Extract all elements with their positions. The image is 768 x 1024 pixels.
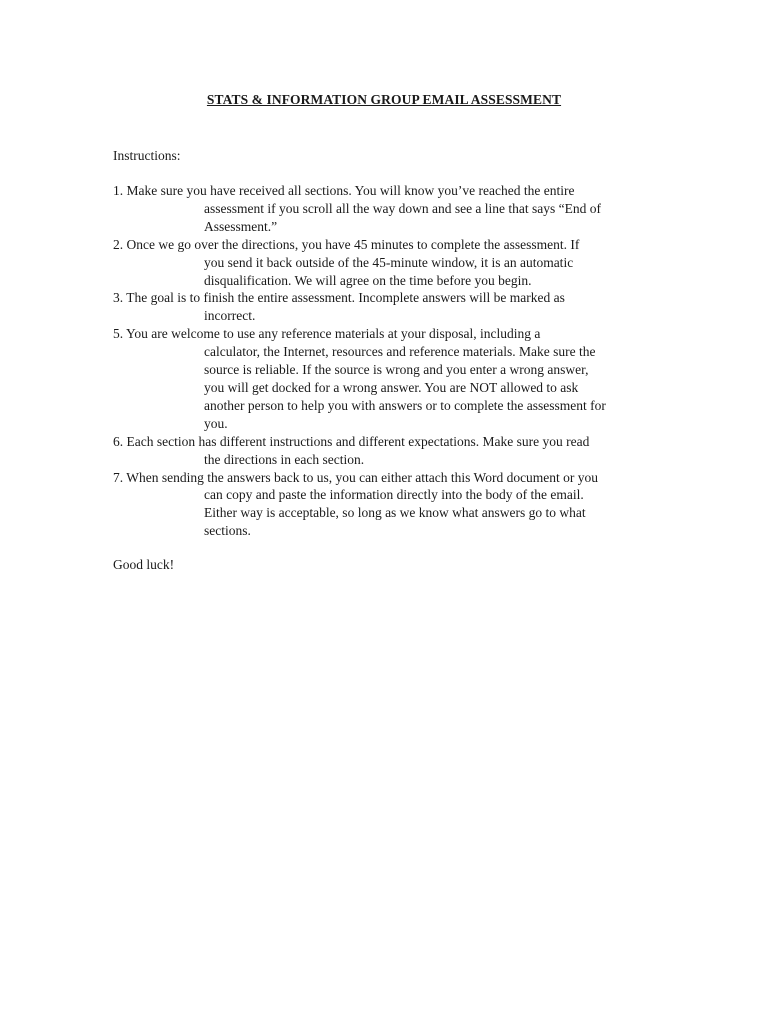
instruction-item-7 [113, 469, 673, 541]
instruction-line: 6. Each section has different instructions and different expectations. Make sure you read [113, 433, 590, 449]
instruction-line: another person to help you with answers or to complete the assessment for [204, 397, 606, 413]
closing-text: Good luck! [113, 557, 175, 572]
instruction-line: you. [204, 415, 228, 431]
instruction-line: the directions in each section. [204, 451, 365, 467]
instruction-line: assessment if you scroll all the way down and see a line that says “End of [204, 200, 602, 216]
instruction-line: can copy and paste the information directly into the body of the email. [204, 487, 584, 503]
instruction-line: disqualification. We will agree on the time before you begin. [204, 272, 532, 288]
instruction-line: 7. When sending the answers back to us, you can either attach this Word document or you [113, 469, 599, 485]
instruction-item-2 [113, 236, 673, 290]
instruction-line: 5. You are welcome to use any reference materials at your disposal, including a [113, 326, 541, 342]
instruction-item-5 [113, 325, 673, 432]
instructions-heading: Instructions: [113, 148, 181, 163]
instruction-line: 2. Once we go over the directions, you have 45 minutes to complete the assessment. If [113, 236, 580, 252]
instruction-line: you send it back outside of the 45-minute window, it is an automatic [204, 254, 574, 270]
instruction-line: Assessment.” [204, 218, 278, 234]
instruction-line: source is reliable. If the source is wrong and you enter a wrong answer, [204, 362, 589, 378]
instruction-line: sections. [204, 523, 251, 539]
instruction-list [113, 182, 673, 540]
instruction-item-1 [113, 182, 673, 236]
instruction-line: 1. Make sure you have received all sections. You will know you’ve reached the entire [113, 183, 575, 198]
page-title: STATS & INFORMATION GROUP EMAIL ASSESSMENT [206, 92, 562, 107]
instruction-line: incorrect. [204, 308, 256, 324]
instruction-line: you will get docked for a wrong answer. You are NOT allowed to ask [204, 379, 579, 395]
instruction-line: calculator, the Internet, resources and reference materials. Make sure the [204, 344, 596, 360]
instruction-line: 3. The goal is to finish the entire assessment. Incomplete answers will be marked as [113, 290, 565, 306]
instruction-item-3 [113, 289, 673, 325]
instruction-line: Either way is acceptable, so long as we know what answers go to what [204, 505, 586, 521]
instruction-item-6 [113, 433, 673, 469]
